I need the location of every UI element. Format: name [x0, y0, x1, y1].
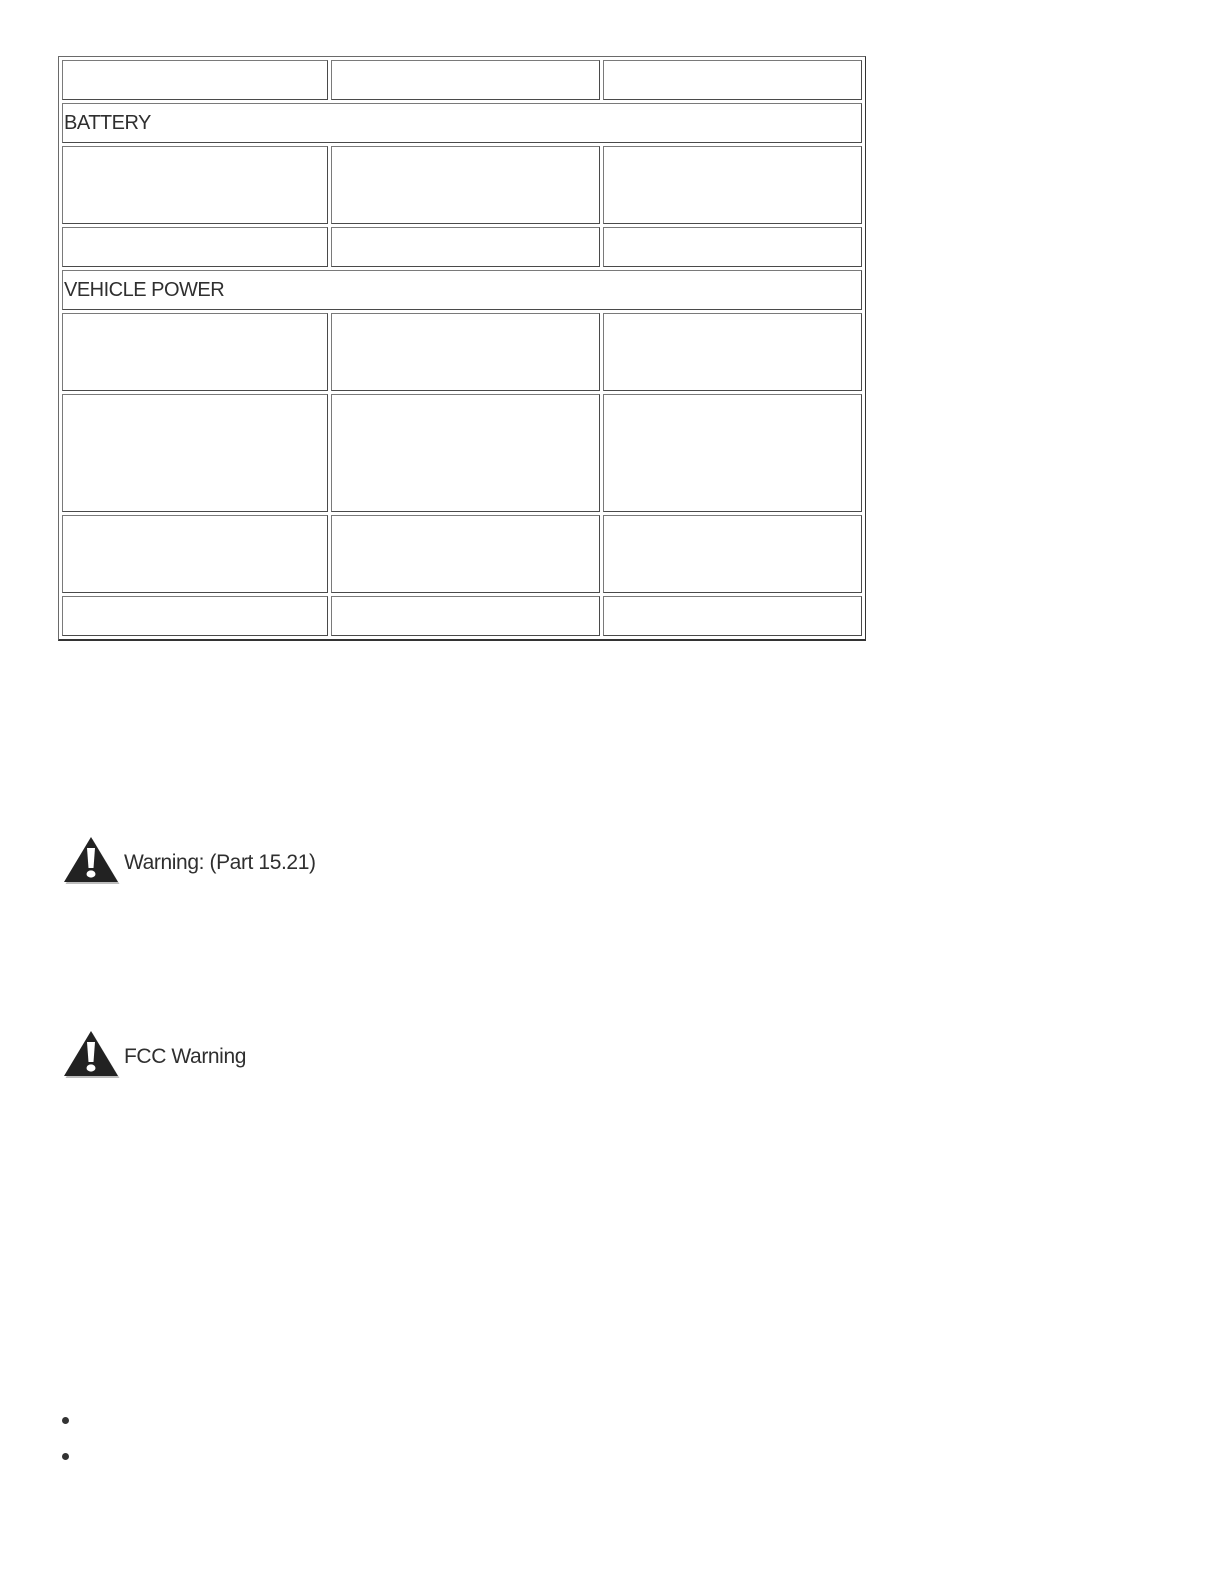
- table-cell: [62, 60, 328, 100]
- table-cell: [62, 227, 328, 267]
- table-cell: [603, 515, 862, 593]
- table-cell: [603, 146, 862, 224]
- warning-part-15-21: [62, 834, 316, 886]
- table-cell: [331, 394, 600, 512]
- table-cell: [62, 596, 328, 636]
- table-row: [62, 60, 862, 100]
- section-row-vehicle-power: [62, 270, 862, 310]
- table-cell: [331, 60, 600, 100]
- table-cell: [603, 596, 862, 636]
- section-row-battery: [62, 103, 862, 143]
- table-cell: [62, 313, 328, 391]
- table-cell: [331, 227, 600, 267]
- table-cell: [62, 515, 328, 593]
- bullet-icon: [62, 1453, 69, 1460]
- warning-heading: Warning: (Part 15.21): [124, 851, 316, 874]
- table-cell: [331, 313, 600, 391]
- warning-heading: FCC Warning: [124, 1045, 247, 1068]
- table-cell: [603, 394, 862, 512]
- fcc-warning: [62, 1028, 246, 1080]
- table-row: [62, 596, 862, 636]
- table-row: [62, 313, 862, 391]
- table-row: [62, 227, 862, 267]
- table-cell: [603, 60, 862, 100]
- section-heading-battery: BATTERY: [62, 103, 862, 143]
- table-row: [62, 146, 862, 224]
- table-cell: [62, 146, 328, 224]
- specification-table: [58, 56, 866, 641]
- table-cell: [331, 146, 600, 224]
- table-cell: [603, 227, 862, 267]
- table-cell: [603, 313, 862, 391]
- section-heading-vehicle-power: VEHICLE POWER: [62, 270, 862, 310]
- table-cell: [62, 394, 328, 512]
- table-cell: [331, 596, 600, 636]
- bullet-icon: [62, 1417, 69, 1424]
- table-row: [62, 394, 862, 512]
- table-cell: [331, 515, 600, 593]
- table-row: [62, 515, 862, 593]
- warning-triangle-icon: [62, 1028, 120, 1080]
- warning-triangle-icon: [62, 834, 120, 886]
